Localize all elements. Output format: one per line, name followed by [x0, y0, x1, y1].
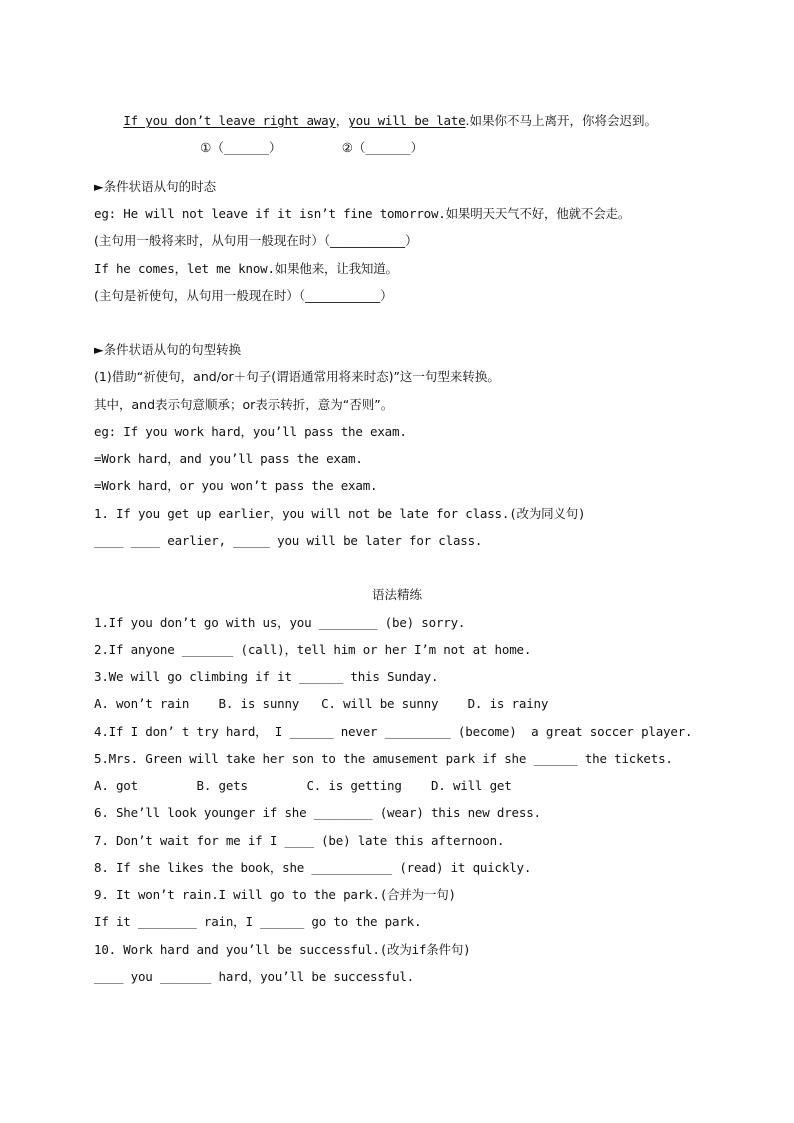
section-heading-tense: ►条件状语从句的时态: [94, 179, 217, 194]
practice-item: 4.If I don’ t try hard， I ______ never _________ (become) a great soccer player.: [94, 724, 693, 739]
practice-answer: If it ________ rain，I ______ go to the park.: [94, 914, 422, 929]
practice-item: 2.If anyone _______ (call)，tell him or her I’m not at home.: [94, 642, 532, 657]
blank-2: ②（______）: [341, 140, 424, 155]
blank-1: ①（______）: [200, 140, 282, 155]
intro-blanks: [170, 124, 423, 172]
tense-note-1: (主句用一般将来时，从句用一般现在时）（____________）: [94, 233, 418, 248]
intro-clause-2: you will be late: [348, 113, 466, 128]
practice-options: A. won’t rain B. is sunny C. will be sunny D. is rainy: [94, 696, 549, 711]
intro-translation: .如果你不马上离开，你将会迟到。: [465, 113, 657, 128]
practice-item: 3.We will go climbing if it ______ this Sunday.: [94, 669, 439, 684]
tense-note-2: (主句是祈使句，从句用一般现在时）（____________）: [94, 288, 393, 303]
practice-item: 5.Mrs. Green will take her son to the amusement park if she ______ the tickets.: [94, 751, 673, 766]
practice-item: 1.If you don’t go with us，you ________ (be) sorry.: [94, 615, 466, 630]
tense-example-2: If he comes，let me know.如果他来，让我知道。: [94, 261, 398, 276]
transform-answer-1: ____ ____ earlier, _____ you will be later for class.: [94, 533, 483, 548]
intro-clause-1: If you don’t leave right away: [123, 113, 336, 128]
transform-example-2: =Work hard，and you’ll pass the exam.: [94, 451, 363, 466]
practice-item: 7. Don’t wait for me if I ____ (be) late this afternoon.: [94, 833, 505, 848]
transform-question-1: 1. If you get up earlier，you will not be late for class.(改为同义句): [94, 506, 586, 521]
practice-answer: ____ you _______ hard，you’ll be successful.: [94, 969, 414, 984]
practice-item: 9. It won’t rain.I will go to the park.(合并为一句): [94, 887, 456, 902]
transform-example-3: =Work hard，or you won’t pass the exam.: [94, 478, 378, 493]
transform-rule-2: 其中，and表示句意顺承；or表示转折，意为“否则”。: [94, 397, 394, 412]
practice-item: 6. She’ll look younger if she ________ (wear) this new dress.: [94, 805, 541, 820]
section-heading-transform: ►条件状语从句的句型转换: [94, 342, 242, 357]
transform-rule-1: (1)借助“祈使句，and/or＋句子(谓语通常用将来时态)”这一句型来转换。: [94, 369, 500, 384]
tense-example-1: eg: He will not leave if it isn’t fine tomorrow.如果明天天气不好，他就不会走。: [94, 206, 631, 221]
practice-item: 8. If she likes the book，she ___________ (read) it quickly.: [94, 860, 532, 875]
intro-separator: ，: [335, 113, 349, 128]
practice-title: 语法精练: [371, 587, 422, 602]
practice-options: A. got B. gets C. is getting D. will get: [94, 778, 512, 793]
practice-item: 10. Work hard and you’ll be successful.(改为if条件句): [94, 942, 471, 957]
transform-example-1: eg: If you work hard，you’ll pass the exam.: [94, 424, 407, 439]
